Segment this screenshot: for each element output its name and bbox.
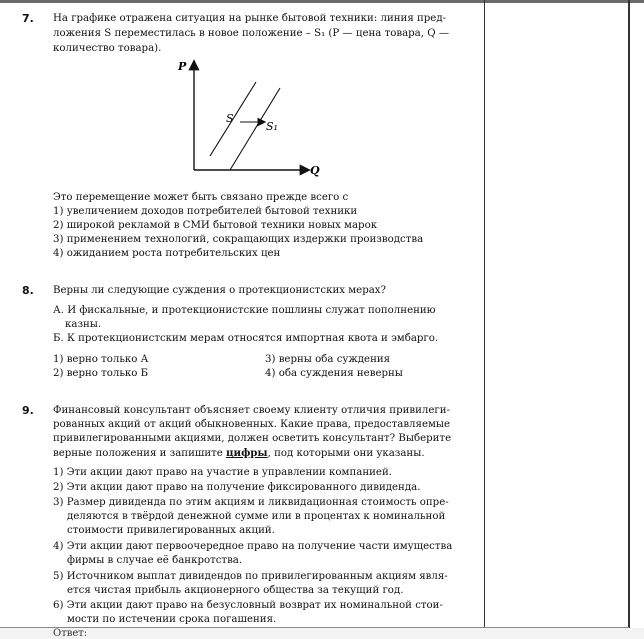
question-9-stem-emphasis: цифры: [226, 447, 268, 459]
page-edge-line: [628, 0, 630, 639]
question-7-stem-line3: количество товара).: [53, 43, 162, 54]
question-7-option-1: 1) увеличением доходов потребителей бытовой техники: [53, 206, 358, 217]
question-7-stem-line1: На графике отражена ситуация на рынке бытовой техники: линия пред-: [53, 13, 447, 24]
question-9-number: 9.: [22, 404, 34, 417]
question-9-item-5-line2: ется чистая прибыль акционерного общества за текущий год.: [67, 585, 404, 596]
bottom-strip: [0, 628, 644, 639]
question-8-statement-a-line2: казны.: [65, 319, 102, 330]
question-9-item-3-line1: 3) Размер дивиденда по этим акциям и ликвидационная стоимость опре-: [53, 497, 449, 508]
answer-column-divider: [484, 0, 485, 639]
question-9-answer-label: Ответ:: [53, 628, 88, 639]
question-9-item-6-line1: 6) Эти акции дают право на безусловный возврат их номинальной стои-: [53, 600, 443, 611]
question-8-option-1: 1) верно только А: [53, 354, 149, 365]
question-9-item-2: 2) Эти акции дают право на получение фиксированного дивиденда.: [53, 482, 421, 493]
question-9-item-3-line2: деляются в твёрдой денежной сумме или в процентах к номинальной: [67, 511, 446, 522]
question-9-stem-after: , под которыми они указаны.: [267, 448, 425, 459]
y-axis-label: P: [178, 60, 187, 73]
question-8-option-2: 2) верно только Б: [53, 368, 149, 379]
question-7-stem-line2: ложения S переместилась в новое положение – S₁ (P — цена товара, Q —: [53, 28, 450, 39]
question-9-stem-line1: Финансовый консультант объясняет своему клиенту отличия привилеги-: [53, 405, 450, 416]
question-9-stem-line4: [53, 446, 425, 461]
question-9-stem-line2: рованных акций от акций обыкновенных. Какие права, предоставляемые: [53, 419, 451, 430]
question-7-number: 7.: [22, 12, 34, 25]
question-9-item-5-line1: 5) Источником выплат дивидендов по привилегированным акциям явля-: [53, 571, 448, 582]
question-9-item-1: 1) Эти акции дают право на участие в управлении компанией.: [53, 467, 392, 478]
question-9-stem-line3: привилегированными акциями, должен осветить консультант? Выберите: [53, 433, 452, 444]
question-9-stem-before: верные положения и запишите: [53, 448, 227, 459]
x-axis-label: Q: [310, 164, 320, 177]
question-7-option-2: 2) широкой рекламой в СМИ бытовой техники новых марок: [53, 220, 378, 231]
top-border: [0, 0, 644, 3]
question-8-stem: Верны ли следующие суждения о протекционистских мерах?: [53, 285, 387, 296]
question-9-item-3-line3: стоимости привилегированных акций.: [67, 525, 275, 536]
question-7-lead: Это перемещение может быть связано прежде всего с: [53, 192, 349, 203]
supply-shift-graph: [168, 52, 328, 184]
curve-label-s: S: [226, 112, 234, 125]
question-9-item-4-line1: 4) Эти акции дают первоочередное право на получение части имущества: [53, 541, 453, 552]
question-8-option-4: 4) оба суждения неверны: [265, 368, 403, 379]
question-7-option-4: 4) ожиданием роста потребительских цен: [53, 248, 281, 259]
question-8-option-3: 3) верны оба суждения: [265, 354, 391, 365]
question-7-option-3: 3) применением технологий, сокращающих издержки производства: [53, 234, 424, 245]
question-9-item-6-line2: мости по истечении срока погашения.: [67, 614, 277, 625]
question-8-number: 8.: [22, 284, 34, 297]
curve-label-s1: S₁: [266, 120, 278, 133]
question-9-item-4-line2: фирмы в случае её банкротства.: [67, 555, 243, 566]
question-8-statement-a-line1: А. И фискальные, и протекционистские пошлины служат пополнению: [53, 305, 436, 316]
question-8-statement-b: Б. К протекционистским мерам относятся импортная квота и эмбарго.: [53, 333, 439, 344]
